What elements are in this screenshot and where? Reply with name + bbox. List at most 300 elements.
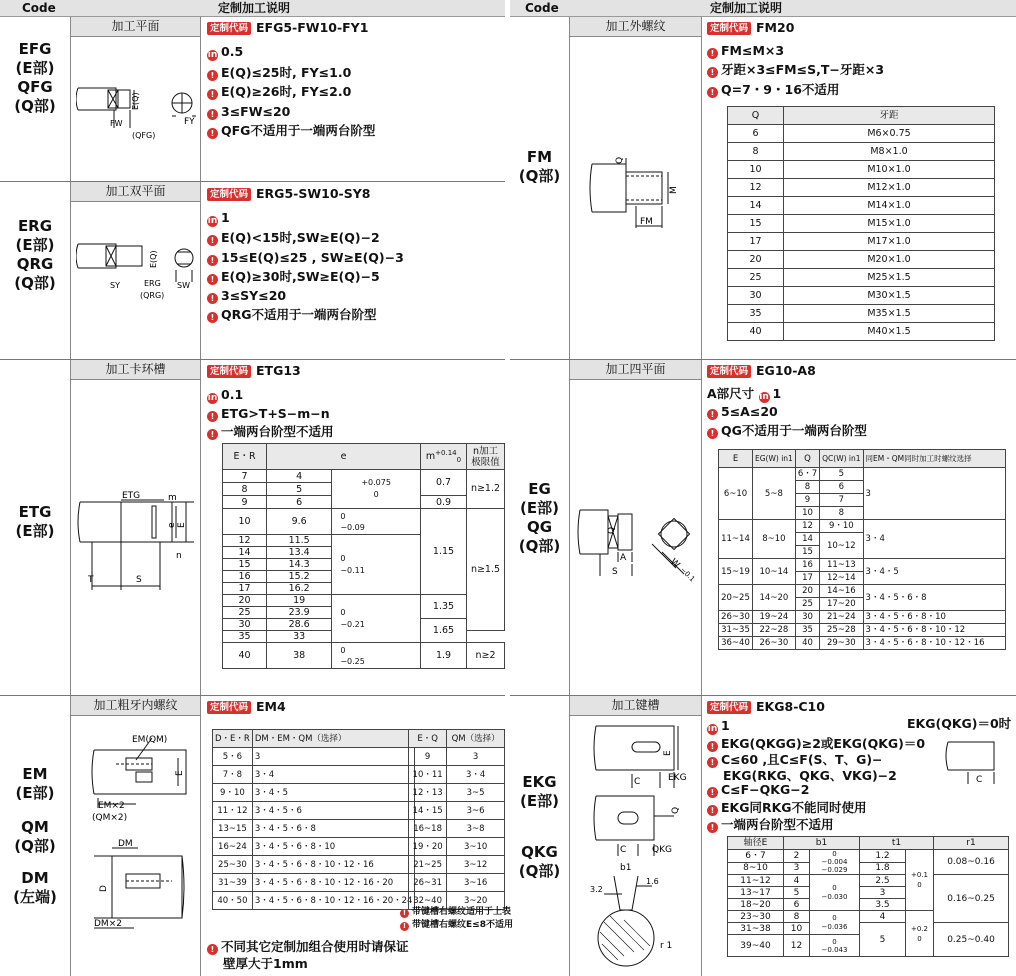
code-line: QG xyxy=(526,518,553,536)
em-fig-d: D xyxy=(99,885,109,892)
ekg-fig-b1: b1 xyxy=(620,863,632,873)
erg-d-value: 1 xyxy=(221,210,230,225)
alert-icon: ! xyxy=(207,235,218,246)
ekg-fig-t1: 1.6 xyxy=(646,877,659,886)
eg-a-label: A部尺寸 xyxy=(707,386,755,401)
etg-figure xyxy=(76,488,200,598)
td: 25 xyxy=(728,269,784,287)
erg-fig-qrg: (QRG) xyxy=(140,291,165,300)
td: n≥2 xyxy=(467,643,505,669)
header-title-right: 定制加工说明 xyxy=(710,1,783,15)
alert-icon: ! xyxy=(400,922,409,931)
td: 6・7 xyxy=(728,850,784,863)
td: 20 xyxy=(795,585,819,598)
rule-text: QFG不适用于一端两台阶型 xyxy=(221,123,376,138)
erg-rule xyxy=(207,286,286,305)
alert-icon: ! xyxy=(707,428,718,439)
td: 3・4 xyxy=(252,766,415,784)
divider xyxy=(701,17,702,976)
td: 13~15 xyxy=(213,820,253,838)
td: 3~16 xyxy=(447,874,505,892)
rule-text: C≤60 ,且C≤F(S、T、G)− xyxy=(721,752,883,767)
td: 15~19 xyxy=(719,559,753,585)
rule-text: E(Q)<15时,SW≥E(Q)−2 xyxy=(221,230,380,245)
td: 15 xyxy=(223,559,267,571)
td: 3 xyxy=(447,748,505,766)
code-line: (E部) xyxy=(15,59,55,77)
td: 22~28 xyxy=(753,624,796,637)
td: 12~14 xyxy=(820,572,863,585)
ekg-code xyxy=(510,773,569,881)
td: 3~10 xyxy=(447,838,505,856)
td: 10~14 xyxy=(753,559,796,585)
td: 36~40 xyxy=(719,637,753,650)
eg-code xyxy=(510,480,569,556)
efg-subheader: 加工平面 xyxy=(71,17,200,37)
td: 9・10 xyxy=(820,520,863,533)
td: 5 xyxy=(860,923,906,957)
ekg-subheader: 加工键槽 xyxy=(570,696,701,716)
th: E xyxy=(719,450,753,468)
td: 2 xyxy=(784,850,810,863)
td: 26~30 xyxy=(753,637,796,650)
td: 25~30 xyxy=(213,856,253,874)
m-sup: +0.14 xyxy=(435,448,457,457)
code-line: (左端) xyxy=(13,887,57,906)
ekg-side-note: EKG(QKG)＝0时 xyxy=(907,716,1012,731)
erg-figure xyxy=(76,236,200,306)
td: 13~17 xyxy=(728,887,784,899)
td: 13.4 xyxy=(267,547,332,559)
alert-icon: ! xyxy=(207,70,218,81)
ekg-custom-line xyxy=(707,697,825,716)
tol: −0.004 xyxy=(821,858,848,866)
td: 12 xyxy=(795,520,819,533)
td: 10 xyxy=(784,923,810,935)
tol: 0 xyxy=(917,934,922,943)
td: 9 xyxy=(409,748,447,766)
td: 11~13 xyxy=(820,559,863,572)
ekg-custom: EKG8-C10 xyxy=(756,699,825,714)
td: 17 xyxy=(795,572,819,585)
tol: −0.030 xyxy=(821,892,848,901)
ekg-fig-q: Q xyxy=(671,806,681,814)
th: E・Q xyxy=(409,730,447,748)
custom-code-tag: 定制代码 xyxy=(707,701,751,714)
td: 11・12 xyxy=(213,802,253,820)
ekg-figure xyxy=(574,716,700,972)
tol: −0.11 xyxy=(340,565,365,575)
em-table-1 xyxy=(212,729,415,910)
td: 0.16~0.25 xyxy=(934,875,1009,923)
td: 11~12 xyxy=(728,875,784,887)
th: DM・EM・QM（选择） xyxy=(252,730,415,748)
efg-fig-fw: FW xyxy=(110,119,123,128)
efg-rule xyxy=(207,102,290,121)
td: 3~6 xyxy=(447,802,505,820)
td: 23~30 xyxy=(728,911,784,923)
td: 8~10 xyxy=(753,520,796,559)
alert-icon: ! xyxy=(707,409,718,420)
rule-text: FM≤M×3 xyxy=(721,43,785,58)
ekg-rule xyxy=(707,734,925,753)
td: 29~30 xyxy=(820,637,863,650)
ekg-rule xyxy=(707,815,834,834)
code-line: (E部) xyxy=(520,499,559,517)
alert-icon: ! xyxy=(707,67,718,78)
erg-fig-sw: SW xyxy=(177,281,190,290)
td: 4 xyxy=(267,470,332,483)
td: 5~8 xyxy=(753,468,796,520)
eg-fig-s: S xyxy=(612,567,618,577)
td: 19・20 xyxy=(409,838,447,856)
diameter-icon: in xyxy=(759,392,769,402)
etg-custom: ETG13 xyxy=(256,363,301,378)
td: 3・4・5・6・8 xyxy=(863,585,1005,611)
tol: +0.075 xyxy=(361,478,391,487)
th: QM（选择） xyxy=(447,730,505,748)
td: 14・15 xyxy=(409,802,447,820)
td: 8 xyxy=(784,911,810,923)
alert-icon: ! xyxy=(707,822,718,833)
ekg-fig-c: C xyxy=(634,777,641,787)
td: 16 xyxy=(795,559,819,572)
ekg-fig-e: E xyxy=(663,750,673,756)
efg-custom-line xyxy=(207,18,368,37)
fm-subheader: 加工外螺纹 xyxy=(570,17,701,37)
td: 6~10 xyxy=(719,468,753,520)
td: 33 xyxy=(267,631,332,643)
erg-rule xyxy=(207,248,404,267)
td xyxy=(332,509,421,535)
code-line: (Q部) xyxy=(518,862,561,880)
rule-text: E(Q)≥30时,SW≥E(Q)−5 xyxy=(221,269,380,284)
td: 9・10 xyxy=(213,784,253,802)
etg-fig-t: T xyxy=(88,575,94,585)
td: M35×1.5 xyxy=(784,305,995,323)
td: 1.8 xyxy=(860,862,906,875)
th: Q xyxy=(795,450,819,468)
td: 3・4 xyxy=(863,520,1005,559)
efg-rule xyxy=(207,121,375,140)
rule-text: EKG同RKG不能同时使用 xyxy=(721,800,867,815)
fm-custom-line xyxy=(707,18,794,37)
td: 14.3 xyxy=(267,559,332,571)
ekg-d-line xyxy=(707,716,730,735)
td: 5 xyxy=(267,483,332,496)
td: 3・4・5・6・8・10・12・16 xyxy=(252,856,415,874)
td: M25×1.5 xyxy=(784,269,995,287)
fm-code xyxy=(510,148,569,186)
td: 6 xyxy=(820,481,863,494)
alert-icon: ! xyxy=(207,411,218,422)
ekg-fig-d32: 3.2 xyxy=(590,885,603,894)
td: 8 xyxy=(223,483,267,496)
em-fig-dm: DM xyxy=(118,839,133,849)
td xyxy=(332,470,421,509)
code-line: QM xyxy=(21,818,49,836)
td: 25 xyxy=(223,607,267,619)
th: E・R xyxy=(223,444,267,470)
custom-code-tag: 定制代码 xyxy=(707,365,751,378)
td: 8 xyxy=(728,143,784,161)
code-line: ERG xyxy=(17,217,53,235)
td: 10 xyxy=(728,161,784,179)
td xyxy=(332,535,421,595)
alert-icon: ! xyxy=(207,312,218,323)
td: 16 xyxy=(223,571,267,583)
tol: −0.09 xyxy=(340,522,365,532)
em-fig-qmx2: (QM×2) xyxy=(92,813,128,823)
td: 3・4・5・6・8・10・12 xyxy=(863,624,1005,637)
th: 牙距 xyxy=(784,107,995,125)
td: 32~40 xyxy=(409,892,447,910)
td: 5 xyxy=(820,468,863,481)
erg-fig-erg: ERG xyxy=(144,279,161,288)
rule-text: EKG(QKGG)≥2或EKG(QKG)＝0 xyxy=(721,736,926,751)
td: 3・4・5・6・8・10・12・16・20 xyxy=(252,874,415,892)
alert-icon: ! xyxy=(707,87,718,98)
td: 7 xyxy=(223,470,267,483)
td: 20~25 xyxy=(719,585,753,611)
td: 15.2 xyxy=(267,571,332,583)
td: 0.9 xyxy=(421,496,467,509)
td: 40・50 xyxy=(213,892,253,910)
tol: 0 xyxy=(340,511,346,521)
header-code: Code xyxy=(22,1,56,15)
ekg-side-c: C xyxy=(976,775,983,785)
fm-fig-m: M xyxy=(669,186,679,194)
td: 4 xyxy=(860,911,906,923)
rule-text: EKG(RKG、QKG、VKG)−2 xyxy=(723,768,897,783)
code-line: (Q部) xyxy=(14,97,56,115)
td: 31~38 xyxy=(728,923,784,935)
td: 8 xyxy=(820,507,863,520)
note-text: 带键槽右螺纹E≤8不适用 xyxy=(412,920,513,930)
td xyxy=(332,643,421,669)
code-line: QKG xyxy=(521,843,558,861)
fm-rule xyxy=(707,60,884,79)
td: 18~20 xyxy=(728,899,784,911)
td: 10 xyxy=(223,509,267,535)
td: 31~39 xyxy=(213,874,253,892)
td: 5 xyxy=(784,887,810,899)
em-warning xyxy=(207,938,409,972)
fm-rule xyxy=(707,41,784,60)
erg-custom-line xyxy=(207,184,370,203)
eg-fig-a: A xyxy=(620,553,627,563)
code-line: (E部) xyxy=(15,522,55,540)
td: 14 xyxy=(223,547,267,559)
rule-text: Q=7・9・16不适用 xyxy=(721,82,840,97)
etg-fig-E: E xyxy=(177,522,187,528)
tol: 0 xyxy=(340,645,346,655)
td: 14 xyxy=(795,533,819,546)
em-fig-e: E xyxy=(175,770,185,776)
rule-text: 3≤FW≤20 xyxy=(221,104,291,119)
code-line: (Q部) xyxy=(14,836,56,855)
tol: −0.25 xyxy=(340,656,365,666)
eg-a-line xyxy=(707,384,781,403)
td: 21~24 xyxy=(820,611,863,624)
td xyxy=(332,595,421,643)
rule-text: QG不适用于一端两台阶型 xyxy=(721,423,867,438)
td: 3・4 xyxy=(447,766,505,784)
td: 1.15 xyxy=(421,509,467,595)
eg-figure xyxy=(574,490,700,590)
code-line: (Q部) xyxy=(14,274,56,292)
td: 12 xyxy=(728,179,784,197)
alert-icon: ! xyxy=(207,128,218,139)
alert-icon: ! xyxy=(207,274,218,285)
em-fig-emx2: EM×2 xyxy=(98,801,125,811)
td: 12 xyxy=(223,535,267,547)
td: 1.65 xyxy=(421,619,467,643)
fm-fig-fm: FM xyxy=(640,217,653,227)
etg-fig-n: n xyxy=(176,551,182,561)
td: 5・6 xyxy=(213,748,253,766)
erg-rule xyxy=(207,305,377,324)
em-note xyxy=(400,919,513,932)
fm-fig-q: Q xyxy=(615,156,625,164)
code-line: (E部) xyxy=(15,236,55,254)
alert-icon: ! xyxy=(207,109,218,120)
td: 3~5 xyxy=(447,784,505,802)
diameter-icon: in xyxy=(207,50,218,60)
em-custom: EM4 xyxy=(256,699,286,714)
tol: +0.1 xyxy=(911,871,928,879)
divider xyxy=(70,17,71,976)
etg-subheader: 加工卡环槽 xyxy=(71,360,200,380)
custom-code-tag: 定制代码 xyxy=(207,701,251,714)
etg-fig-m: m xyxy=(168,493,177,503)
erg-subheader: 加工双平面 xyxy=(71,182,200,202)
td: 20 xyxy=(223,595,267,607)
td: 4 xyxy=(784,875,810,887)
code-line: QFG xyxy=(17,78,53,96)
em-fig-dmx2: DM×2 xyxy=(94,919,122,929)
warning-text: 不同其它定制加组合使用时请保证 xyxy=(221,939,409,954)
td: 10 xyxy=(795,507,819,520)
n-label: n加工 xyxy=(472,445,499,457)
alert-icon: ! xyxy=(207,255,218,266)
td: 6 xyxy=(267,496,332,509)
efg-rule xyxy=(207,82,351,101)
td: 15 xyxy=(728,215,784,233)
code-line: ETG xyxy=(18,503,52,521)
td: 11~14 xyxy=(719,520,753,559)
eg-custom-line xyxy=(707,361,816,380)
td: M40×1.5 xyxy=(784,323,995,341)
tol: 0 xyxy=(832,937,837,946)
td: 26~31 xyxy=(409,874,447,892)
erg-code xyxy=(0,217,70,293)
efg-figure xyxy=(76,80,200,150)
erg-fig-sy: SY xyxy=(110,281,120,290)
td: 7・8 xyxy=(213,766,253,784)
eg-subheader: 加工四平面 xyxy=(570,360,701,380)
rule-text: E(Q)≤25时, FY≤1.0 xyxy=(221,65,352,80)
td: 12 xyxy=(784,935,810,957)
td: 31~35 xyxy=(719,624,753,637)
ekg-rule xyxy=(707,780,809,799)
td: 3・4・5・6・8・10・12・16 xyxy=(863,637,1005,650)
em-figure xyxy=(76,728,200,940)
td: 39~40 xyxy=(728,935,784,957)
td: 21~25 xyxy=(409,856,447,874)
td: 14 xyxy=(728,197,784,215)
td: 30 xyxy=(728,287,784,305)
eg-fig-q: Q xyxy=(607,526,617,534)
code-line: EFG xyxy=(18,40,52,58)
tol: 0 xyxy=(832,883,837,892)
alert-icon: ! xyxy=(707,48,718,59)
etg-d-line xyxy=(207,385,243,404)
td: 23.9 xyxy=(267,607,332,619)
ekg-fig-r1: r 1 xyxy=(660,941,673,951)
td: 28.6 xyxy=(267,619,332,631)
td: 17 xyxy=(223,583,267,595)
rule-text: ETG>T+S−m−n xyxy=(221,406,330,421)
td xyxy=(810,850,860,875)
td: 6・7 xyxy=(795,468,819,481)
etg-custom-line xyxy=(207,361,301,380)
alert-icon: ! xyxy=(707,805,718,816)
fm-rule xyxy=(707,80,839,99)
rule-text: 3≤SY≤20 xyxy=(221,288,287,303)
td xyxy=(906,850,934,911)
td: 3 xyxy=(252,748,415,766)
rule-text: QRG不适用于一端两台阶型 xyxy=(221,307,377,322)
erg-fig-eq: E(Q) xyxy=(149,250,158,268)
th: b1 xyxy=(784,837,860,850)
th: e xyxy=(267,444,421,470)
etg-d-value: 0.1 xyxy=(221,387,244,402)
custom-code-tag: 定制代码 xyxy=(707,22,751,35)
ekg-fig-qkg: QKG xyxy=(652,845,672,855)
tol: 0 xyxy=(832,850,837,858)
rule-text: E(Q)≥26时, FY≤2.0 xyxy=(221,84,352,99)
em-fig-emqm: EM(QM) xyxy=(132,735,168,745)
td: 9 xyxy=(795,494,819,507)
code-line: EM xyxy=(22,765,48,783)
td xyxy=(906,911,934,957)
efg-code xyxy=(0,40,70,116)
th: t1 xyxy=(860,837,934,850)
td: 3 xyxy=(863,468,1005,520)
em-note xyxy=(400,906,511,919)
diameter-icon: in xyxy=(707,724,718,734)
eg-custom: EG10-A8 xyxy=(756,363,816,378)
td: 8 xyxy=(795,481,819,494)
td: 3.5 xyxy=(860,899,906,911)
td xyxy=(810,935,860,957)
em-subheader: 加工粗牙内螺纹 xyxy=(71,696,200,716)
rule-text: 5≤A≤20 xyxy=(721,404,778,419)
th: 同EM・QM同时加工时螺纹选择 xyxy=(863,450,1005,468)
td: 6 xyxy=(728,125,784,143)
alert-icon: ! xyxy=(707,741,718,752)
code-line: FM xyxy=(526,148,553,166)
td: 17~20 xyxy=(820,598,863,611)
erg-rule xyxy=(207,228,380,247)
tol: −0.043 xyxy=(821,945,848,954)
td: 40 xyxy=(795,637,819,650)
td: 30 xyxy=(223,619,267,631)
th xyxy=(421,444,467,470)
code-line: DM xyxy=(21,869,49,887)
td: 0.08~0.16 xyxy=(934,850,1009,875)
